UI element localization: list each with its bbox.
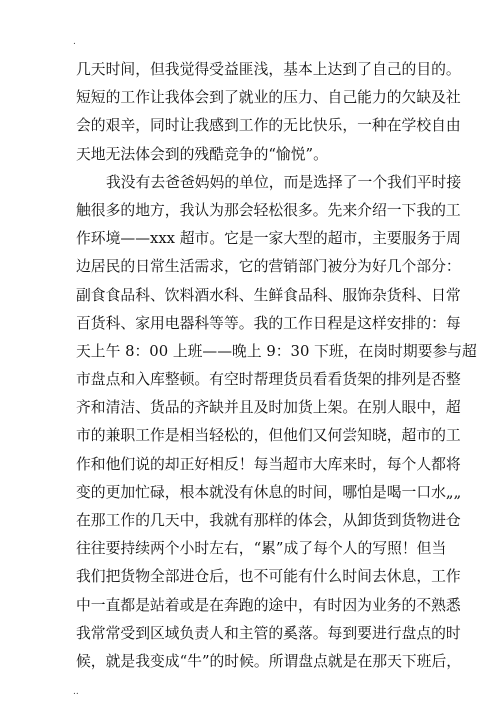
text-line: 触很多的地方，我认为那会轻松很多。先来介绍一下我的工 bbox=[76, 201, 461, 219]
text-line: 在那工作的几天中，我就有那样的体会，从卸货到货物进仓 bbox=[76, 512, 461, 529]
text-line: 市的兼职工作是相当轻松的，但他们又何尝知晓，超市的工 bbox=[76, 427, 461, 445]
bottom-corner-mark: .. bbox=[73, 687, 79, 697]
text-line: 市盘点和入库整顿。有空时帮理货员看看货架的排列是否整 bbox=[76, 371, 461, 389]
text-line: 作和他们说的却正好相反！每当超市大库来时，每个人都将 bbox=[76, 455, 461, 473]
text-line: 天地无法体会到的残酷竞争的“愉悦”。 bbox=[76, 145, 328, 163]
text-line: 会的艰辛，同时让我感到工作的无比快乐，一种在学校自由 bbox=[76, 117, 461, 135]
text-line: 副食食品科、饮料酒水科、生鲜食品科、服饰杂货科、日常 bbox=[76, 286, 461, 304]
text-line: 作环境——xxx 超市。它是一家大型的超市，主要服务于周 bbox=[76, 230, 461, 248]
body-text bbox=[76, 56, 477, 676]
text-line: 往往要持续两个小时左右，“累”成了每个人的写照！但当 bbox=[76, 540, 447, 558]
text-line: 边居民的日常生活需求，它的营销部门被分为好几个部分： bbox=[76, 258, 461, 276]
text-line: 候，就是我变成“牛”的时候。所谓盘点就是在那天下班后， bbox=[76, 652, 462, 670]
text-line: 短短的工作让我体会到了就业的压力、自己能力的欠缺及社 bbox=[76, 89, 461, 107]
text-line: 我常常受到区域负责人和主管的奚落。每到要进行盘点的时 bbox=[76, 624, 461, 642]
text-line: 天上午 8：00 上班——晚上 9：30 下班，在岗时期要参与超 bbox=[76, 342, 477, 360]
text-line: 几天时间，但我觉得受益匪浅，基本上达到了自己的目的。 bbox=[76, 61, 461, 78]
text-line: 百货科、家用电器科等等。我的工作日程是这样安排的：每 bbox=[76, 314, 461, 332]
text-line: 变的更加忙碌，根本就没有休息的时间，哪怕是喝一口水„„ bbox=[76, 483, 462, 501]
text-line: 齐和清洁、货品的齐缺并且及时加货上架。在别人眼中，超 bbox=[76, 399, 461, 417]
text-line: 我们把货物全部进仓后，也不可能有什么时间去休息，工作 bbox=[76, 568, 461, 586]
text-line: 中一直都是站着或是在奔跑的途中，有时因为业务的不熟悉 bbox=[76, 596, 461, 614]
paragraph-start-line: 我没有去爸爸妈妈的单位，而是选择了一个我们平时接 bbox=[106, 173, 462, 191]
top-corner-mark: . bbox=[73, 37, 76, 47]
